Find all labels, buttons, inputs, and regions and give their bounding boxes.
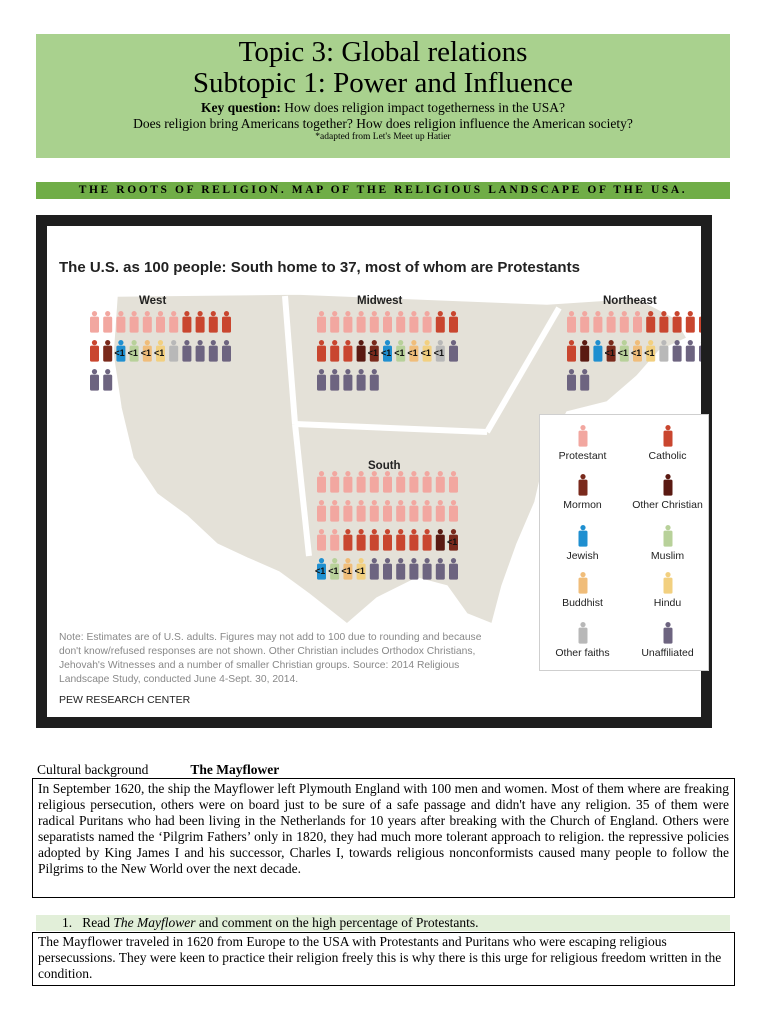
person-icon <box>663 622 673 644</box>
under-one-label: <1 <box>140 348 152 358</box>
person-icon <box>578 622 588 644</box>
page-subtitle: Subtopic 1: Power and Influence <box>192 67 574 99</box>
under-one-label: <1 <box>394 348 405 358</box>
legend-muslim <box>625 525 710 562</box>
region-label-west: West <box>139 295 167 307</box>
region-label-south: South <box>368 460 401 472</box>
legend-label: Protestant <box>558 450 607 462</box>
cultural-label: Cultural background <box>37 762 149 777</box>
adapted-note: *adapted from Let's Meet up Hatier <box>315 132 451 142</box>
chart-note: Note: Estimates are of U.S. adults. Figures may not add to 100 due to rounding and because don't know/refused responses are not shown. Other Christian includes Orthodox Christians, Jehovah's Witnesses and a number of smaller Christian groups. Source: 2014 Religious Landscape Study, conducted June 4-Sept. 30, 2014. <box>59 632 482 685</box>
legend-label: Jewish <box>566 550 599 562</box>
question-number: 1. <box>62 915 73 930</box>
under-one-label: <1 <box>354 566 365 576</box>
chart-frame <box>36 215 712 728</box>
region-label-northeast: Northeast <box>603 295 657 307</box>
page-title: Topic 3: Global relations <box>238 36 528 68</box>
question-em: The Mayflower <box>113 915 196 930</box>
person-icon <box>578 572 588 594</box>
under-one-label: <1 <box>604 348 615 358</box>
under-one-label: <1 <box>367 348 379 358</box>
person-icon <box>663 474 672 496</box>
legend-catholic <box>625 425 710 462</box>
person-icon <box>663 525 673 547</box>
person-icon <box>663 474 673 496</box>
legend-unaffiliated <box>625 622 710 659</box>
key-question-text: How does religion impact togetherness in the USA? <box>280 100 566 115</box>
under-one-label: <1 <box>328 566 339 576</box>
person-icon <box>663 425 673 447</box>
person-icon <box>578 525 588 547</box>
legend-jewish <box>540 525 625 562</box>
chart-title: The U.S. as 100 people: South home to 37, most of whom are Protestants <box>59 259 580 276</box>
legend-label: Catholic <box>648 450 687 462</box>
person-icon <box>663 622 672 644</box>
person-icon <box>663 525 672 547</box>
under-one-label: <1 <box>341 566 352 576</box>
header-box <box>36 34 730 158</box>
under-one-label: <1 <box>127 348 138 358</box>
person-icon <box>90 311 99 333</box>
under-one-label: <1 <box>315 566 326 576</box>
under-one-label: <1 <box>447 537 458 547</box>
under-one-label: <1 <box>407 348 418 358</box>
under-one-label: <1 <box>433 348 445 358</box>
legend-buddhist <box>540 572 625 609</box>
person-icon <box>578 474 588 496</box>
person-icon <box>699 340 701 362</box>
person-icon <box>663 572 673 594</box>
person-icon <box>663 572 672 594</box>
question-1 <box>36 915 730 931</box>
under-one-label: <1 <box>644 348 655 358</box>
mayflower-text: In September 1620, the ship the Mayflower left Plymouth England with 100 men and women. Most of them where are freaking religious persecution, others were on board just to be sure of a safe passage and didn't have any religion. 35 of them were radical Puritans who had been living in the Netherlands for 10 years after breaking with the Church of England. Others were separatists named the ‘Pilgrim Fathers’ only in 1820, they had much more tolerant approach to religion. the repressive policies adopted by King James I and his successor, Charles I, towards religious nonconformists caused many people to follow the Pilgrims to the New World over the next decade. <box>32 778 735 898</box>
person-icon <box>103 311 112 333</box>
person-icon <box>578 525 587 547</box>
person-icon <box>578 425 588 447</box>
legend-label: Buddhist <box>562 597 603 609</box>
answer-box[interactable]: The Mayflower traveled in 1620 from Europe to the USA with Protestants and Puritans who were escaping religious persecussions. They were keen to practice their religion freely this is why there is this urge for religious freedom written in the condition. <box>32 932 735 986</box>
chart-source: PEW RESEARCH CENTER <box>59 694 191 706</box>
under-one-label: <1 <box>617 348 629 358</box>
under-one-label: <1 <box>420 348 431 358</box>
under-one-label: <1 <box>381 348 392 358</box>
legend-label: Other faiths <box>555 647 610 659</box>
under-one-label: <1 <box>114 348 125 358</box>
person-icon <box>699 311 701 333</box>
person-icon <box>663 425 672 447</box>
chart-legend <box>539 414 709 671</box>
under-one-label: <1 <box>154 348 165 358</box>
key-question-label: Key question: <box>200 100 281 115</box>
person-icon <box>103 369 112 391</box>
person-icon <box>90 340 99 362</box>
question-pre: Read <box>82 915 114 930</box>
legend-label: Hindu <box>653 597 682 609</box>
key-question <box>36 100 730 116</box>
person-icon <box>103 340 112 362</box>
question-line-2: Does religion bring Americans together? How does religion influence the American society? <box>133 116 633 131</box>
legend-label: Muslim <box>650 550 685 562</box>
section-banner: THE ROOTS OF RELIGION. MAP OF THE RELIGIOUS LANDSCAPE OF THE USA. <box>36 182 730 199</box>
region-label-midwest: Midwest <box>357 295 403 307</box>
question-post: and comment on the high percentage of Protestants. <box>195 915 479 930</box>
legend-label: Other Christian <box>632 499 703 511</box>
legend-hindu <box>625 572 710 609</box>
legend-protestant <box>540 425 625 462</box>
person-icon <box>578 572 587 594</box>
legend-label: Mormon <box>563 499 602 511</box>
under-one-label: <1 <box>631 348 642 358</box>
person-icon <box>686 311 695 333</box>
legend-label: Unaffiliated <box>641 647 694 659</box>
chart-panel <box>47 226 701 717</box>
legend-mormon <box>540 474 625 511</box>
person-icon <box>686 340 695 362</box>
person-icon <box>578 622 587 644</box>
cultural-heading <box>37 762 279 778</box>
person-icon <box>673 311 682 333</box>
cultural-title: The Mayflower <box>190 762 280 777</box>
person-icon <box>578 425 587 447</box>
legend-other-faiths <box>540 622 625 659</box>
person-icon <box>578 474 587 496</box>
person-icon <box>90 369 99 391</box>
legend-other-christian <box>625 474 710 511</box>
